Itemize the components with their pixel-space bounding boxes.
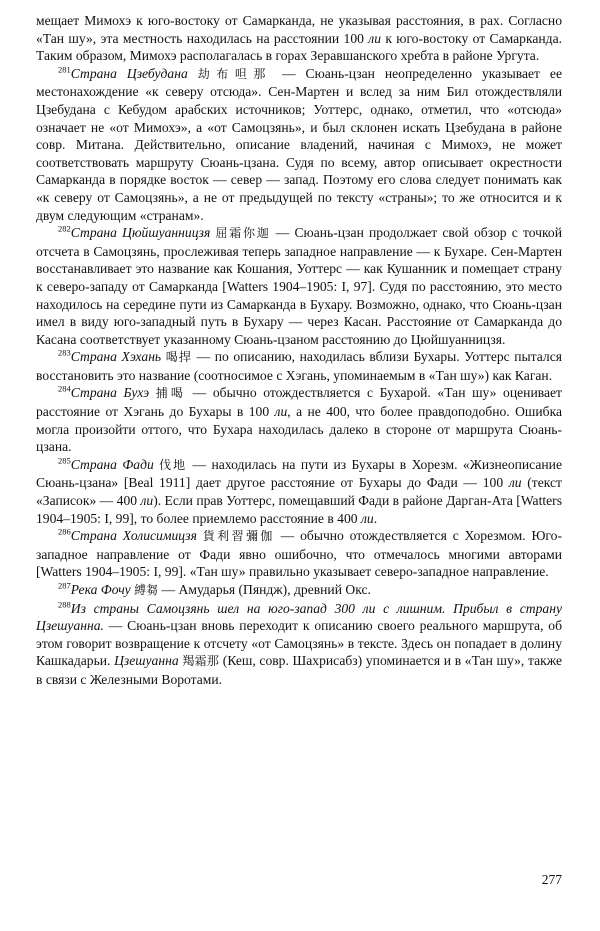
footnote-288 (36, 600, 562, 689)
text-run: , а не 400, что более правдоподобно. Ошибка могла произойти оттого, что Бухара находилась далеко в стороне от маршрута Сюань-цзана. (36, 404, 562, 455)
intro-paragraph (36, 12, 562, 65)
chinese-characters: 捕喝 (155, 386, 187, 401)
italic-text: ли (360, 510, 374, 526)
chinese-characters: 屈霜你迦 (215, 226, 271, 241)
italic-text: Из страны Самоцзянь шел на юго-запад 300 ли с лишним. Прибыл в страну Цзешуанна. (36, 600, 562, 634)
text-run: — Сюань-цзан вновь переходит к описанию своего реального маршрута, об этом говорит возвращение к отсчету «от Самоцзянь» в тексте. Здесь он попадает в долину Кашкадарьи. (36, 618, 562, 669)
italic-text: Река Фочу (70, 582, 131, 597)
text-run: (текст «Записок» — 400 (36, 475, 562, 509)
chinese-characters: 羯霜那 (182, 654, 220, 669)
chinese-characters: 喝捍 (165, 350, 193, 365)
page-number: 277 (541, 872, 562, 888)
text-run: — обычно отождествляется с Хорезмом. Юго-западное направление от Фади явно ошибочно, что отмечалось многими авторами [Watters 1904–1905: I, 99]. «Тан шу» правильно указывает северо-западное направление. (36, 528, 562, 580)
footnote-284 (36, 384, 562, 455)
footnotes (36, 65, 562, 689)
text-run: — Сюань-цзан неопределенно указывает ее местонахождение «к северу отсюда». Сен-Мартен и вслед за ним Бил отождествляли Цзебудана с Кебудом арабских источников; Уоттерс, однако, отметил, что «отсюда» означает не «от Мимохэ», а «от Самоцзянь», и был склонен искать Цзебудана в районе совр. Митана. Действительно, описание владений, начиная с Мимохэ, не может соответствовать маршруту Сюань-цзана. Судя по всему, автор описывает окрестности Самарканда в порядке восток — север — запад. Поэтому его слова следует понимать как «к северу от Самоцзянь», а не от предыдущей по тексту «страны»; то же относится и к двум следующим «странам». (36, 65, 562, 223)
footnote-283 (36, 348, 562, 384)
footnote-number: 287 (58, 580, 71, 591)
chinese-characters: 貨利習彌伽 (202, 529, 275, 544)
italic-text: ли (140, 493, 154, 509)
text-run: — Амударья (Пяндж), древний Окс. (158, 582, 371, 597)
italic-text: Страна Хэхань (70, 349, 162, 365)
italic-text: ли (508, 475, 522, 491)
italic-text: Страна Цюйшуанницзя (70, 225, 211, 241)
italic-text: ли (274, 404, 288, 420)
footnote-number: 282 (58, 223, 71, 234)
text-run (188, 66, 198, 81)
italic-text: Цзешуанна (114, 653, 179, 669)
footnote-number: 283 (58, 347, 71, 358)
italic-text: ли (368, 30, 382, 46)
text-run: (Кеш, совр. Шахрисабз) упоминается и в «Тан шу», также в связи с Железными Воротами. (36, 653, 562, 687)
text-run: . (373, 510, 378, 526)
footnote-number: 284 (58, 383, 71, 394)
footnote-number: 286 (58, 526, 71, 537)
text-run: ). Если прав Уоттерс, помещавший Фади в районе Дарган-Ата [Watters 1904–1905: I, 99], то более приемлемо расстояние в 400 (36, 493, 562, 526)
text-run: мещает Мимохэ к юго-востоку от Самарканда, не указывая расстояния, в рах. Согласно «Тан шу», эта местность находилась на расстоянии 100 (36, 13, 562, 46)
text-run (149, 385, 156, 400)
chinese-characters: 劫布呾那 (197, 66, 272, 81)
chinese-characters: 縛芻 (134, 583, 159, 597)
footnote-286 (36, 527, 562, 581)
footnote-282 (36, 224, 562, 348)
footnote-285 (36, 456, 562, 527)
italic-text: Страна Холисимицзя (70, 528, 197, 544)
text-run: — по описанию, находилась вблизи Бухары. Уоттерс пытался восстановить это название (соотносимое с Хэгань, упоминаемым в «Тан шу») как Каган. (36, 349, 562, 383)
italic-text: Страна Фади (70, 456, 154, 472)
italic-text: Страна Цзебудана (70, 65, 188, 81)
footnote-number: 281 (58, 64, 71, 75)
footnote-number: 285 (58, 455, 71, 466)
footnote-number: 288 (58, 599, 71, 610)
footnote-281 (36, 65, 562, 224)
text-run: к юго-востоку от Самарканда. Таким образом, Мимохэ располагалась в горах Зеравшанского хребта в районе Ургута. (36, 30, 562, 64)
chinese-characters: 伐地 (159, 457, 188, 472)
text-run: — находилась на пути из Бухары в Хорезм. «Жизнеописание Сюань-цзана» [Beal 1911] дает другое расстояние от Бухары до Фади — 100 (36, 456, 562, 491)
text-run: — обычно отождествляется с Бухарой. «Тан шу» оценивает расстояние от Хэгань до Бухары в 100 (36, 385, 562, 420)
footnote-287 (36, 581, 562, 600)
text-run: — Сюань-цзан продолжает свой обзор с точкой отсчета в Самоцзянь, прослеживая теперь западное направление — к Бухаре. Сен-Мартен восстанавливает это название как Кошания, Уоттерс — как Кушанник и помещает страну к северо-западу от Самарканда [Watters 1904–1905: I, 97]. Судя по расстоянию, это место находилось на середине пути из Самарканда в Бухару. Возможно, однако, что Сюань-цзан имел в виду юго-западный путь в Бухару — через Касан. Расстояние от Самарканда до Касана соответствует указанному Сюань-цзаном расстоянию до Цюйшуанницзя. (36, 225, 562, 347)
italic-text: Страна Бухэ (70, 385, 150, 401)
